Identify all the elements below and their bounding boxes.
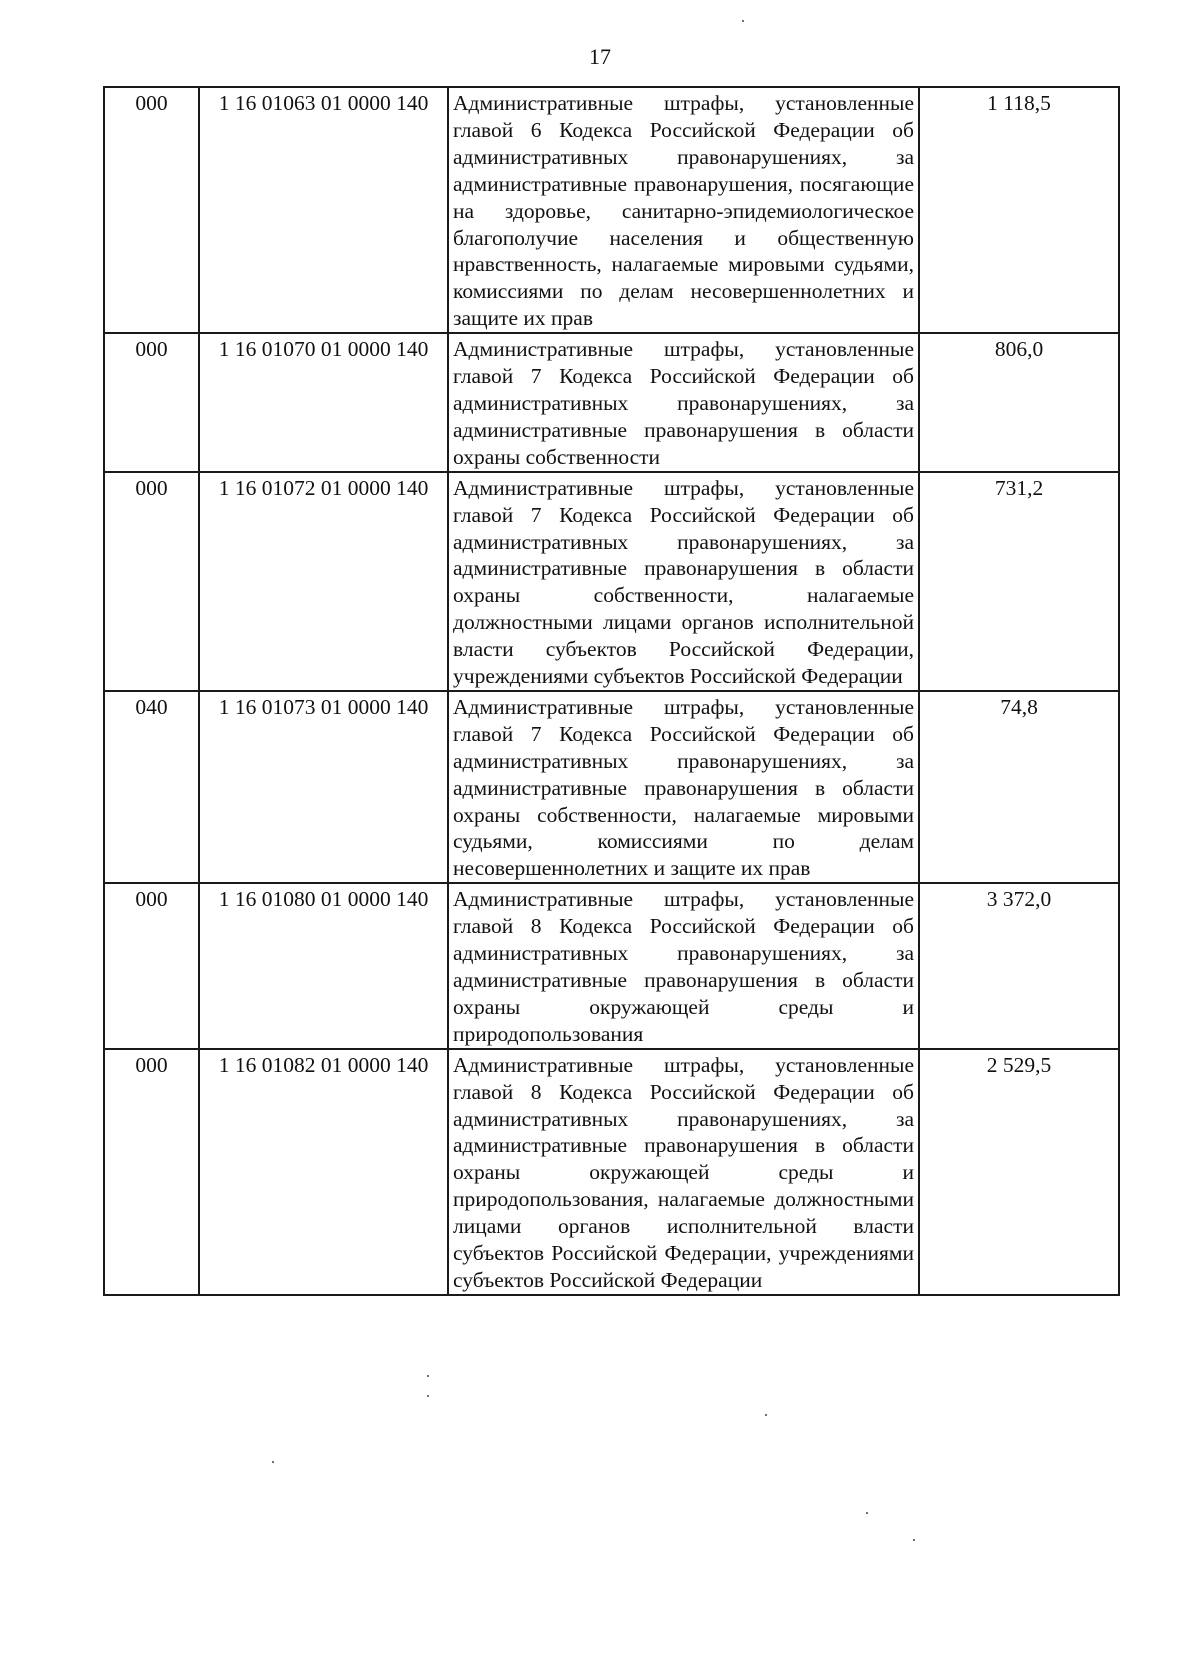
table-row [104,333,1119,472]
revenue-code-cell: 1 16 01063 01 0000 140 [199,87,448,333]
table-row [104,87,1119,333]
revenue-name-cell: Административные штрафы, установленные главой 7 Кодекса Российской Федерации об административных правонарушениях, за административные правонарушения в области охраны собственности [448,333,919,472]
amount-cell: 2 529,5 [919,1049,1119,1295]
amount-cell: 731,2 [919,472,1119,691]
revenue-code-cell: 1 16 01082 01 0000 140 [199,1049,448,1295]
page-number: 17 [589,44,611,69]
admin-code-cell: 000 [104,883,199,1048]
scan-speck [272,1461,274,1463]
amount-cell: 806,0 [919,333,1119,472]
revenue-code-cell: 1 16 01072 01 0000 140 [199,472,448,691]
amount-cell: 1 118,5 [919,87,1119,333]
revenue-name-cell: Административные штрафы, установленные главой 7 Кодекса Российской Федерации об административных правонарушениях, за административные правонарушения в области охраны собственности, налагаемые должностными лицами органов исполнительной власти субъектов Российской Федерации, учреждениями субъектов Российской Федерации [448,472,919,691]
scan-speck [913,1539,915,1541]
table-row [104,883,1119,1048]
scan-speck [742,20,744,22]
amount-cell: 74,8 [919,691,1119,883]
table-row [104,691,1119,883]
revenue-code-cell: 1 16 01073 01 0000 140 [199,691,448,883]
revenue-code-cell: 1 16 01070 01 0000 140 [199,333,448,472]
revenue-name-cell: Административные штрафы, установленные главой 8 Кодекса Российской Федерации об административных правонарушениях, за административные правонарушения в области охраны окружающей среды и природопользования [448,883,919,1048]
scan-speck [866,1512,868,1514]
revenue-name-cell: Административные штрафы, установленные главой 7 Кодекса Российской Федерации об административных правонарушениях, за административные правонарушения в области охраны собственности, налагаемые мировыми судьями, комиссиями по делам несовершеннолетних и защите их прав [448,691,919,883]
admin-code-cell: 000 [104,472,199,691]
revenue-name-cell: Административные штрафы, установленные главой 8 Кодекса Российской Федерации об административных правонарушениях, за административные правонарушения в области охраны окружающей среды и природопользования, налагаемые должностными лицами органов исполнительной власти субъектов Российской Федерации, учреждениями субъектов Российской Федерации [448,1049,919,1295]
revenue-code-cell: 1 16 01080 01 0000 140 [199,883,448,1048]
revenue-name-cell: Административные штрафы, установленные главой 6 Кодекса Российской Федерации об административных правонарушениях, за административные правонарушения, посягающие на здоровье, санитарно-эпидемиологическое благополучие населения и общественную нравственность, налагаемые мировыми судьями, комиссиями по делам несовершеннолетних и защите их прав [448,87,919,333]
admin-code-cell: 000 [104,87,199,333]
revenue-table [103,86,1120,1296]
admin-code-cell: 040 [104,691,199,883]
scan-speck [765,1414,767,1416]
admin-code-cell: 000 [104,333,199,472]
amount-cell: 3 372,0 [919,883,1119,1048]
scan-speck [427,1395,429,1397]
table-body [104,87,1119,1295]
table-row [104,1049,1119,1295]
admin-code-cell: 000 [104,1049,199,1295]
table-row [104,472,1119,691]
scan-speck [427,1375,429,1377]
